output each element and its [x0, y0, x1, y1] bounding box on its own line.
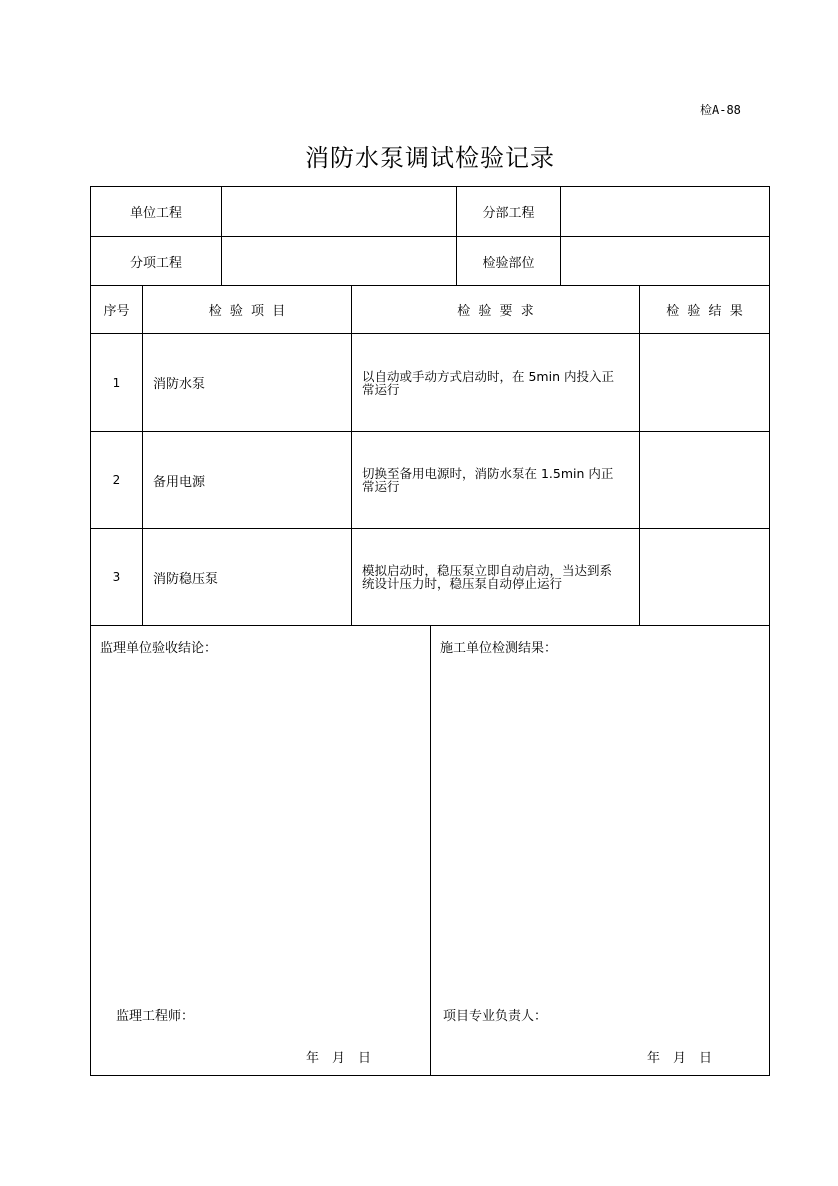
inspection-part-label: 检验部位	[482, 255, 535, 271]
construction-result-label: 施工单位检测结果：	[440, 641, 558, 656]
row-no: 3	[112, 570, 121, 584]
sub-division-label: 分部工程	[482, 206, 535, 221]
row-result-field[interactable]	[640, 432, 769, 528]
row-item: 消防水泵	[153, 377, 206, 392]
page-title: 消防水泵调试检验记录	[305, 144, 555, 172]
unit-project-label: 单位工程	[129, 206, 182, 221]
row-result-field[interactable]	[640, 529, 769, 625]
row-requirement: 切换至备用电源时，消防水泵在 1.5min 内正常运行	[362, 466, 614, 494]
inspection-part-field[interactable]	[561, 237, 769, 285]
row-item: 消防稳压泵	[153, 571, 219, 587]
sub-division-field[interactable]	[561, 187, 769, 236]
row-requirement: 以自动或手动方式启动时，在 5min 内投入正常运行	[362, 368, 614, 397]
header-result: 检 验 结 果	[666, 304, 743, 319]
inspection-form	[90, 186, 770, 1076]
header-item: 检 验 项 目	[208, 304, 286, 319]
construction-manager-label: 项目专业负责人：	[443, 1009, 548, 1024]
sub-item-field[interactable]	[222, 237, 456, 285]
header-no: 序号	[103, 304, 130, 319]
header-requirement: 检 验 要 求	[457, 304, 534, 319]
row-requirement: 模拟启动时，稳压泵立即自动启动，当达到系统设计压力时，稳压泵自动停止运行	[362, 563, 613, 591]
document-code: 检A-88	[700, 103, 741, 117]
row-item: 备用电源	[153, 474, 206, 490]
row-no: 1	[112, 375, 121, 390]
sub-item-label: 分项工程	[129, 255, 182, 271]
supervision-date: 年 月 日	[306, 1051, 372, 1066]
row-result-field[interactable]	[640, 334, 769, 431]
col-divider	[430, 625, 431, 1075]
supervision-engineer-label: 监理工程师：	[116, 1009, 195, 1024]
row-no: 2	[112, 473, 121, 487]
construction-date: 年 月 日	[647, 1051, 713, 1066]
unit-project-field[interactable]	[222, 187, 456, 236]
supervision-conclusion-label: 监理单位验收结论：	[100, 641, 218, 656]
